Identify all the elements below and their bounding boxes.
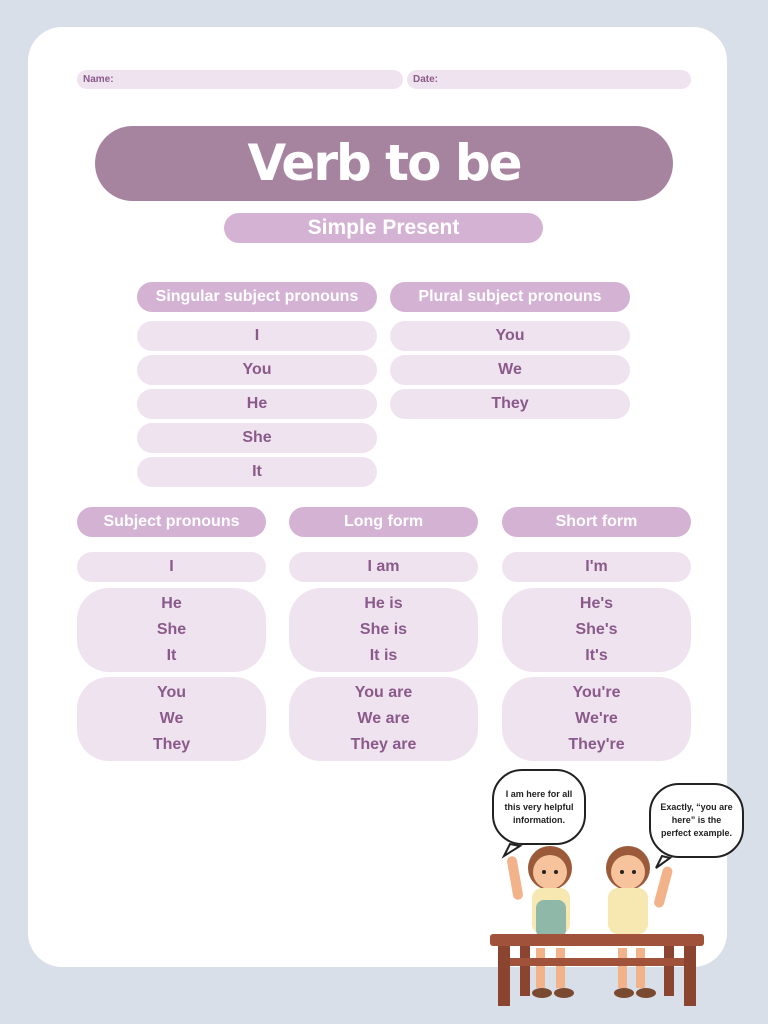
page-title: Verb to be [95, 126, 673, 201]
short-form-header: Short form [502, 507, 691, 537]
short-form-line: She's [575, 621, 618, 638]
long-form-line: You are [354, 684, 413, 701]
short-form-cell-group [502, 677, 691, 761]
page-subtitle: Simple Present [224, 213, 543, 243]
long-form-line: He is [364, 595, 403, 612]
subject-cell-line: We [159, 710, 184, 727]
long-form-cell: I am [289, 552, 478, 582]
speech-bubble-left-text: I am here for all this very helpful information. [504, 788, 574, 825]
long-form-line: They are [350, 736, 417, 753]
speech-bubble-left [492, 769, 586, 845]
long-form-cell-group [289, 588, 478, 672]
subject-pronouns-header: Subject pronouns [77, 507, 266, 537]
name-field[interactable] [77, 70, 403, 89]
plural-item: They [390, 389, 630, 419]
subject-cell-line: He [161, 595, 182, 612]
short-form-line: They're [568, 736, 625, 753]
short-form-cell-group [502, 588, 691, 672]
plural-header: Plural subject pronouns [390, 282, 630, 312]
kids-on-bench-illustration [480, 838, 710, 1010]
short-form-line: You're [572, 684, 621, 701]
singular-item: You [137, 355, 377, 385]
plural-item: We [390, 355, 630, 385]
subject-cell-group [77, 588, 266, 672]
short-form-line: It's [585, 647, 608, 664]
short-form-line: He's [579, 595, 614, 612]
subject-cell-group [77, 677, 266, 761]
plural-item: You [390, 321, 630, 351]
singular-item: It [137, 457, 377, 487]
singular-item: He [137, 389, 377, 419]
name-label: Name: [83, 74, 114, 85]
subject-cell-line: They [152, 736, 191, 753]
long-form-header: Long form [289, 507, 478, 537]
long-form-line: It is [369, 647, 398, 664]
long-form-cell-group [289, 677, 478, 761]
subject-cell-line: It [166, 647, 177, 664]
long-form-line: We are [357, 710, 410, 727]
subject-cell-line: She [156, 621, 187, 638]
date-label: Date: [413, 74, 439, 85]
singular-header: Singular subject pronouns [137, 282, 377, 312]
speech-bubble-right-text: Exactly, “you are here” is the perfect example. [660, 802, 733, 838]
date-field[interactable] [407, 70, 691, 89]
singular-item: She [137, 423, 377, 453]
long-form-line: She is [359, 621, 408, 638]
singular-item: I [137, 321, 377, 351]
short-form-cell: I'm [502, 552, 691, 582]
short-form-line: We're [575, 710, 618, 727]
subject-cell: I [77, 552, 266, 582]
subject-cell-line: You [156, 684, 187, 701]
